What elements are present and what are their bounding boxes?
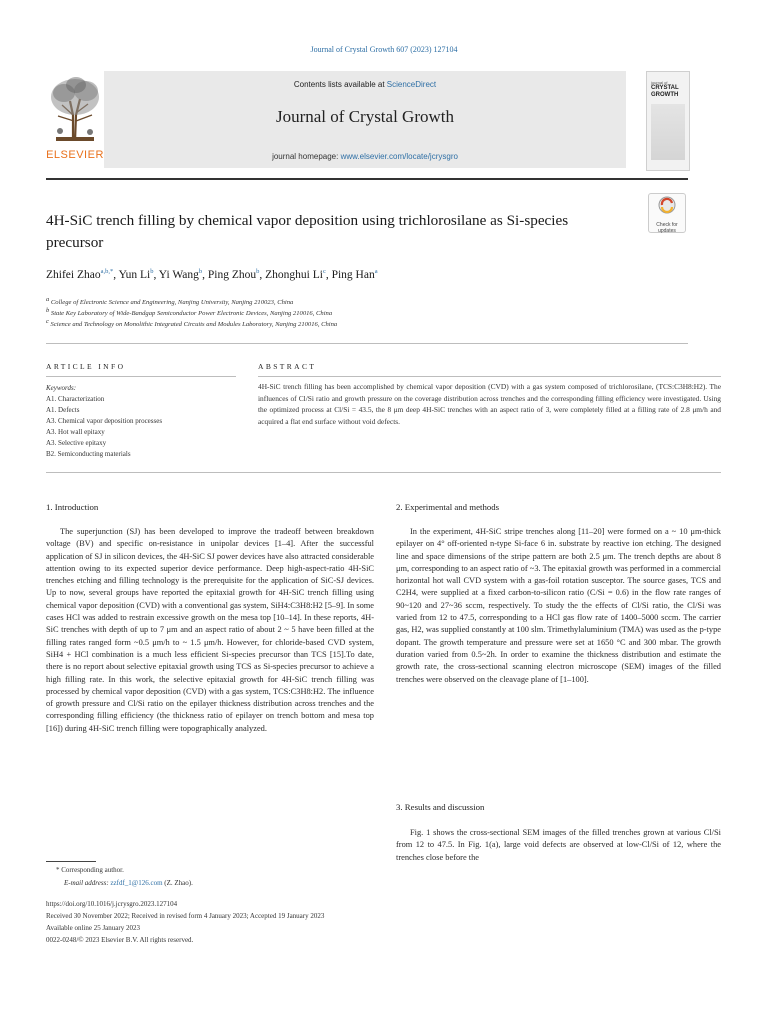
doi-link[interactable]: https://doi.org/10.1016/j.jcrysgro.2023.127104 (46, 900, 178, 908)
keyword[interactable]: A1. Characterization (46, 395, 105, 403)
cover-image-block (651, 104, 685, 160)
author-name[interactable]: Ping Han (331, 268, 375, 281)
available-online: Available online 25 January 2023 (46, 924, 140, 932)
author-list: Zhifei Zhao$^{a,b,*}$, Yun Li$^b$, Yi Wang$^b$, Ping Zhou$^b$, Zhonghui Li$^c$, Ping Han$^a$ (46, 268, 378, 281)
results-paragraph: Fig. 1 shows the cross-sectional SEM images of the filled trenches grown at various Cl/Si from 12 to 47.5. In Fig. 1(a), large void defects are observed at low-Cl/Si of 12, where the trenches close before the (396, 828, 721, 862)
keywords-label: Keywords: (46, 384, 77, 392)
homepage-prefix: journal homepage: (272, 152, 341, 161)
keyword[interactable]: A3. Selective epitaxy (46, 439, 107, 447)
email-line (64, 879, 193, 887)
affiliation-text: Science and Technology on Monolithic Integrated Circuits and Modules Laboratory, Nanjing 210016, China (50, 321, 338, 329)
divider (46, 472, 721, 473)
affiliation-text: State Key Laboratory of Wide-Bandgap Semiconductor Power Electronic Devices, Nanjing 210016, China (50, 310, 333, 318)
sciencedirect-link[interactable]: ScienceDirect (386, 80, 437, 89)
author-affiliation-marker[interactable]: a,b,* (100, 268, 114, 275)
author-name[interactable]: Yi Wang (158, 268, 199, 281)
journal-title: Journal of Crystal Growth (275, 107, 454, 126)
elsevier-logo[interactable] (46, 71, 104, 166)
check-updates-label: Check for updates (656, 222, 678, 234)
section-heading-results: 3. Results and discussion (396, 802, 485, 812)
corresponding-author-note: * Corresponding author. (56, 866, 124, 874)
author-name[interactable]: Zhifei Zhao (46, 268, 101, 281)
abstract-heading: ABSTRACT (258, 362, 317, 371)
article-title: 4H-SiC trench filling by chemical vapor deposition using trichlorosilane as Si-species precursor (46, 212, 569, 251)
author-affiliation-marker[interactable]: a (374, 268, 378, 275)
article-info-heading: ARTICLE INFO (46, 362, 126, 371)
author-name[interactable]: Zhonghui Li (265, 268, 323, 281)
author-affiliation-marker[interactable]: c (322, 268, 326, 275)
contents-availability (104, 80, 626, 89)
contents-prefix: Contents lists available at (293, 80, 387, 89)
experimental-body (396, 526, 721, 686)
keyword[interactable]: A3. Hot wall epitaxy (46, 428, 105, 436)
keyword[interactable]: A1. Defects (46, 406, 80, 414)
author-name[interactable]: Yun Li (118, 268, 151, 281)
author-name[interactable]: Ping Zhou (207, 268, 257, 281)
section-heading-experimental: 2. Experimental and methods (396, 502, 500, 512)
affiliation-marker: c (46, 318, 49, 325)
journal-citation-link[interactable]: Journal of Crystal Growth 607 (2023) 127104 (310, 45, 458, 54)
email-suffix: (Z. Zhao). (162, 879, 193, 887)
email-label: E-mail address: (64, 879, 111, 887)
divider (258, 376, 721, 377)
affiliation-marker: b (46, 307, 50, 314)
introduction-body (46, 526, 374, 735)
introduction-paragraph: The superjunction (SJ) has been developed to improve the tradeoff between breakdown voltage (BV) and specific on-resistance in unipolar devices [1–4]. After the successful application of SJ in silicon devices, the 4H-SiC SJ power devices have also attracted considerable attention owing to its expected superior device performance. Deep high-aspect-ratio 4H-SiC trenches etching and filling technology is the prerequisite for the application of SiC-SJ devices. Up to now, several groups have reported the epitaxial growth for 4H-SiC trench filling using chemical vapor deposition (CVD) with a conventional gas system, SiH4:C3H8:H2 [5–9]. In some cases HCl was added to restrain excessive growth on the mesa top [10–14]. In these reports, 4H-SiC trenches with depth of up to 7 μm and an aspect ratio of about 2 ~ 5 have been filled at the filling rates ranged form ~0.5 μm/h to ~ 1.5 μm/h. However, for chloride-based CVD system, SiH4 + HCl combination is a much less efficient Si-species precursor than TCS [15].To date, there is no report about selective epitaxial growth using TCS as Si-species precursor to achieve a high filling rate. In this work, the selective epitaxial growth for 4H-SiC trench filling was processed by chemical vapor deposition (CVD) with a gas system, TCS:C3H8:H2. The influence of growth pressure and Cl/Si ratio on the epilayer thickness distribution across trenches and the corresponding filling efficiency (the thickness ratio of epilayer on trench bottom and mesa top [16]) during 4H-SiC trench filling were topographically analyzed. (46, 527, 374, 733)
author-affiliation-marker[interactable]: b (150, 268, 154, 275)
section-heading-introduction: 1. Introduction (46, 502, 99, 512)
journal-homepage (104, 152, 626, 161)
footnote-rule (46, 861, 96, 862)
check-updates-icon (649, 194, 685, 216)
email-link[interactable]: zzfdf_1@126.com (110, 879, 163, 887)
results-body (396, 827, 721, 864)
affiliation (46, 318, 337, 328)
abstract-text: 4H-SiC trench filling has been accomplished by chemical vapor deposition (CVD) with a gas system composed of trichlorosilane, (TCS:C3H8:H2). The influences of Cl/Si ratio and growth pressure on the coverage distribution across trenches and the corresponding filling efficiency were investigated. Using the optimized process at Cl/Si = 43.5, the 8 μm deep 4H-SiC trenches with an aspect ratio of 3, were completely filled at a filling rate of 2.8 μm/h and acquired a flat end surface without void defects. (258, 382, 721, 426)
homepage-link[interactable]: www.elsevier.com/locate/jcrysgro (340, 152, 458, 161)
publisher-wordmark: ELSEVIER (46, 149, 104, 161)
journal-cover-thumbnail[interactable] (646, 71, 690, 171)
check-for-updates-button[interactable] (648, 193, 686, 233)
cover-small-text: journal of (651, 80, 668, 85)
cover-title-2: GROWTH (651, 92, 679, 98)
keyword[interactable]: B2. Semiconducting materials (46, 450, 131, 458)
cover-title-1: CRYSTAL (651, 85, 679, 91)
divider (46, 343, 688, 344)
affiliation-text: College of Electronic Science and Engineering, Nanjing University, Nanjing 210023, China (50, 299, 294, 307)
affiliation (46, 296, 293, 306)
keyword[interactable]: A3. Chemical vapor deposition processes (46, 417, 163, 425)
affiliation-marker: a (46, 296, 50, 303)
copyright: 0022-0248/© 2023 Elsevier B.V. All rights reserved. (46, 936, 194, 944)
affiliation (46, 307, 332, 317)
masthead-rule (46, 178, 688, 180)
author-affiliation-marker[interactable]: b (198, 268, 203, 275)
experimental-paragraph: In the experiment, 4H-SiC stripe trenches along [11–20] were formed on a ~ 10 μm-thick epilayer on 4° off-oriented n-type Si-face 6 in. substrate by reactive ion etching. The designed line and space dimensions of the stripe pattern are both 2.5 μm. The trench depths are about 8 μm, corresponding to an aspect ratio of ~3. The epitaxial growth was performed in a commercial horizontal hot wall CVD system with a gas-foil rotation susceptor. The source gases, TCS and C2H4, were supplied at a fixed carbon-to-silicon ratio (C/Si = 0.6) in the flow rate ranges of 90~120 and 27~36 sccm, respectively. To study the the effects of Cl/Si ratio, the Cl/Si was varied from 12 to 47.5, corresponding to a HCl gas flow rate of 1400–5000 sccm. The carrier gas, H2, was supplied constantly at 100 slm. Trimethylaluminium (TMA) was used as the p-type dopant. The growth temperature and pressure were set at 1650 °C and 300 mbar. The growth duration varied from 0.5~2h. In order to examine the thickness distribution and estimate the growth rate, the cross-sectional scanning electron microscope (SEM) images of the filled trenches were observed on the cleavage plane of [1–100]. (396, 527, 721, 684)
divider (46, 376, 236, 377)
author-affiliation-marker[interactable]: b (256, 268, 260, 275)
received-dates: Received 30 November 2022; Received in revised form 4 January 2023; Accepted 19 January 2023 (46, 912, 325, 920)
